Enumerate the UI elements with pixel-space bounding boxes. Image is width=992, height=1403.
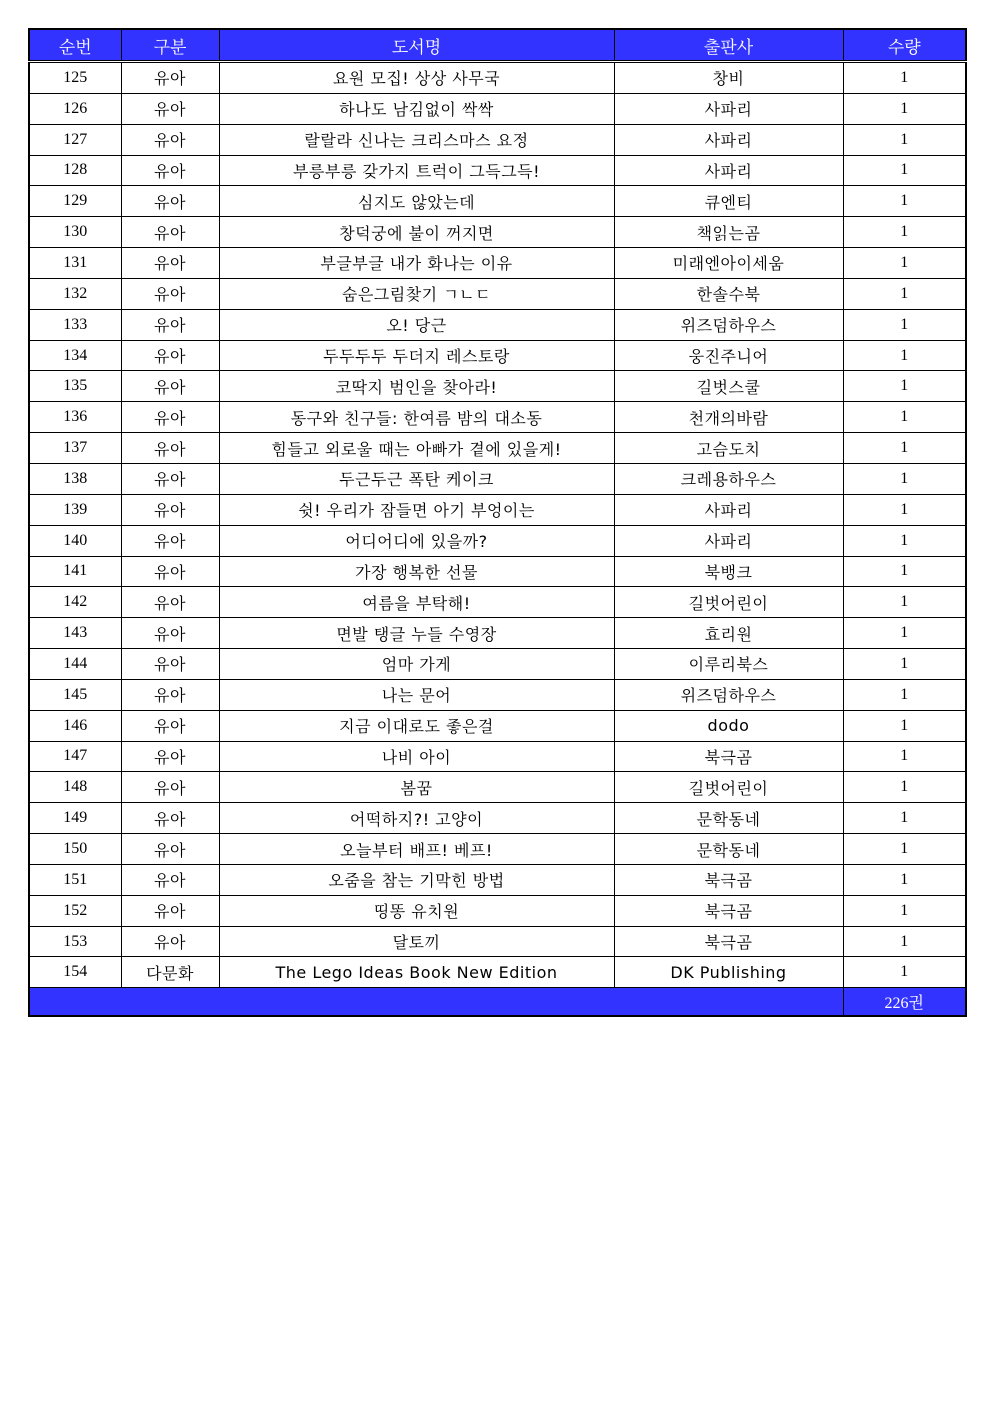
table-row — [29, 494, 966, 525]
cell-title: 코딱지 범인을 찾아라! — [219, 371, 614, 402]
table-row — [29, 278, 966, 309]
cell-no: 146 — [29, 710, 121, 741]
table-row — [29, 772, 966, 803]
cell-no: 138 — [29, 463, 121, 494]
cell-title: 동구와 친구들: 한여름 밤의 대소동 — [219, 402, 614, 433]
cell-category: 유아 — [121, 494, 219, 525]
header-category: 구분 — [121, 29, 219, 62]
cell-qty: 1 — [843, 278, 966, 309]
cell-no: 141 — [29, 556, 121, 587]
cell-qty: 1 — [843, 217, 966, 248]
cell-category: 다문화 — [121, 957, 219, 988]
cell-qty: 1 — [843, 463, 966, 494]
cell-no: 143 — [29, 618, 121, 649]
header-qty: 수량 — [843, 29, 966, 62]
cell-category: 유아 — [121, 402, 219, 433]
cell-title: 힘들고 외로울 때는 아빠가 곁에 있을게! — [219, 433, 614, 464]
cell-no: 134 — [29, 340, 121, 371]
cell-title: 여름을 부탁해! — [219, 587, 614, 618]
cell-title: 두근두근 폭탄 케이크 — [219, 463, 614, 494]
table-body — [29, 62, 966, 988]
cell-publisher: 미래엔아이세움 — [614, 248, 843, 279]
cell-qty: 1 — [843, 433, 966, 464]
cell-publisher: 크레용하우스 — [614, 463, 843, 494]
cell-publisher: 효리원 — [614, 618, 843, 649]
cell-qty: 1 — [843, 772, 966, 803]
table-row — [29, 463, 966, 494]
book-list-sheet — [28, 28, 965, 1017]
cell-publisher: 고슴도치 — [614, 433, 843, 464]
table-row — [29, 649, 966, 680]
cell-no: 148 — [29, 772, 121, 803]
cell-publisher: 북극곰 — [614, 864, 843, 895]
cell-category: 유아 — [121, 186, 219, 217]
cell-qty: 1 — [843, 186, 966, 217]
cell-category: 유아 — [121, 803, 219, 834]
cell-publisher: 위즈덤하우스 — [614, 679, 843, 710]
cell-no: 139 — [29, 494, 121, 525]
cell-category: 유아 — [121, 278, 219, 309]
cell-title: 띵똥 유치원 — [219, 895, 614, 926]
cell-publisher: 사파리 — [614, 494, 843, 525]
cell-publisher: 위즈덤하우스 — [614, 309, 843, 340]
total-row — [29, 988, 966, 1017]
table-row — [29, 217, 966, 248]
cell-no: 130 — [29, 217, 121, 248]
table-row — [29, 62, 966, 94]
cell-no: 147 — [29, 741, 121, 772]
table-row — [29, 433, 966, 464]
cell-qty: 1 — [843, 309, 966, 340]
cell-category: 유아 — [121, 679, 219, 710]
cell-no: 129 — [29, 186, 121, 217]
cell-qty: 1 — [843, 93, 966, 124]
cell-title: 쉿! 우리가 잠들면 아기 부엉이는 — [219, 494, 614, 525]
cell-category: 유아 — [121, 741, 219, 772]
cell-qty: 1 — [843, 155, 966, 186]
cell-publisher: 한솔수북 — [614, 278, 843, 309]
cell-publisher: 큐엔티 — [614, 186, 843, 217]
cell-qty: 1 — [843, 957, 966, 988]
cell-title: 오줌을 참는 기막힌 방법 — [219, 864, 614, 895]
cell-title: 두두두두 두더지 레스토랑 — [219, 340, 614, 371]
cell-qty: 1 — [843, 649, 966, 680]
cell-qty: 1 — [843, 741, 966, 772]
table-row — [29, 525, 966, 556]
cell-qty: 1 — [843, 926, 966, 957]
cell-title: 오! 당근 — [219, 309, 614, 340]
cell-publisher: 창비 — [614, 62, 843, 94]
book-list-table — [28, 28, 967, 1017]
cell-qty: 1 — [843, 124, 966, 155]
table-row — [29, 556, 966, 587]
cell-title: 오늘부터 배프! 베프! — [219, 834, 614, 865]
cell-publisher: 북뱅크 — [614, 556, 843, 587]
cell-category: 유아 — [121, 309, 219, 340]
cell-qty: 1 — [843, 710, 966, 741]
cell-no: 135 — [29, 371, 121, 402]
cell-no: 133 — [29, 309, 121, 340]
cell-category: 유아 — [121, 217, 219, 248]
cell-publisher: 천개의바람 — [614, 402, 843, 433]
header-publisher: 출판사 — [614, 29, 843, 62]
cell-qty: 1 — [843, 62, 966, 94]
cell-publisher: 웅진주니어 — [614, 340, 843, 371]
cell-category: 유아 — [121, 433, 219, 464]
cell-category: 유아 — [121, 93, 219, 124]
cell-publisher: 길벗어린이 — [614, 587, 843, 618]
cell-category: 유아 — [121, 926, 219, 957]
cell-title: 부글부글 내가 화나는 이유 — [219, 248, 614, 279]
cell-no: 151 — [29, 864, 121, 895]
cell-publisher: 문학동네 — [614, 834, 843, 865]
header-no: 순번 — [29, 29, 121, 62]
cell-category: 유아 — [121, 62, 219, 94]
total-quantity: 226권 — [843, 988, 966, 1017]
cell-title: 나는 문어 — [219, 679, 614, 710]
table-row — [29, 155, 966, 186]
cell-category: 유아 — [121, 371, 219, 402]
cell-title: 부릉부릉 갖가지 트럭이 그득그득! — [219, 155, 614, 186]
cell-category: 유아 — [121, 649, 219, 680]
table-footer — [29, 988, 966, 1017]
cell-category: 유아 — [121, 124, 219, 155]
table-row — [29, 309, 966, 340]
table-row — [29, 618, 966, 649]
table-row — [29, 864, 966, 895]
table-row — [29, 124, 966, 155]
cell-publisher: 사파리 — [614, 93, 843, 124]
cell-qty: 1 — [843, 402, 966, 433]
cell-no: 132 — [29, 278, 121, 309]
cell-qty: 1 — [843, 834, 966, 865]
cell-category: 유아 — [121, 834, 219, 865]
table-row — [29, 957, 966, 988]
table-row — [29, 895, 966, 926]
table-row — [29, 371, 966, 402]
cell-publisher: 북극곰 — [614, 926, 843, 957]
cell-qty: 1 — [843, 248, 966, 279]
cell-title: 어떡하지?! 고양이 — [219, 803, 614, 834]
cell-no: 128 — [29, 155, 121, 186]
table-row — [29, 834, 966, 865]
cell-qty: 1 — [843, 371, 966, 402]
cell-category: 유아 — [121, 710, 219, 741]
cell-no: 152 — [29, 895, 121, 926]
cell-no: 150 — [29, 834, 121, 865]
cell-no: 154 — [29, 957, 121, 988]
cell-qty: 1 — [843, 587, 966, 618]
cell-category: 유아 — [121, 463, 219, 494]
cell-publisher: 북극곰 — [614, 895, 843, 926]
table-header — [29, 29, 966, 62]
cell-no: 153 — [29, 926, 121, 957]
cell-category: 유아 — [121, 155, 219, 186]
cell-category: 유아 — [121, 556, 219, 587]
table-row — [29, 248, 966, 279]
cell-title: 면발 탱글 누들 수영장 — [219, 618, 614, 649]
cell-publisher: 문학동네 — [614, 803, 843, 834]
cell-category: 유아 — [121, 525, 219, 556]
table-row — [29, 340, 966, 371]
cell-qty: 1 — [843, 803, 966, 834]
cell-publisher: 사파리 — [614, 124, 843, 155]
cell-no: 140 — [29, 525, 121, 556]
cell-title: 나비 아이 — [219, 741, 614, 772]
cell-qty: 1 — [843, 864, 966, 895]
cell-title: 달토끼 — [219, 926, 614, 957]
cell-publisher: 사파리 — [614, 525, 843, 556]
cell-no: 125 — [29, 62, 121, 94]
table-row — [29, 186, 966, 217]
table-row — [29, 402, 966, 433]
cell-no: 145 — [29, 679, 121, 710]
cell-no: 149 — [29, 803, 121, 834]
total-row-blank — [29, 988, 843, 1017]
cell-title: 하나도 남김없이 싹싹 — [219, 93, 614, 124]
cell-category: 유아 — [121, 864, 219, 895]
cell-category: 유아 — [121, 587, 219, 618]
cell-title: The Lego Ideas Book New Edition — [219, 957, 614, 988]
cell-publisher: 길벗스쿨 — [614, 371, 843, 402]
cell-title: 봄꿈 — [219, 772, 614, 803]
cell-publisher: 사파리 — [614, 155, 843, 186]
cell-title: 엄마 가게 — [219, 649, 614, 680]
cell-no: 126 — [29, 93, 121, 124]
cell-no: 136 — [29, 402, 121, 433]
cell-qty: 1 — [843, 679, 966, 710]
cell-title: 랄랄라 신나는 크리스마스 요정 — [219, 124, 614, 155]
cell-no: 144 — [29, 649, 121, 680]
cell-category: 유아 — [121, 618, 219, 649]
cell-qty: 1 — [843, 494, 966, 525]
table-row — [29, 93, 966, 124]
cell-publisher: 이루리북스 — [614, 649, 843, 680]
cell-title: 요원 모집! 상상 사무국 — [219, 62, 614, 94]
cell-title: 숨은그림찾기 ㄱㄴㄷ — [219, 278, 614, 309]
cell-category: 유아 — [121, 772, 219, 803]
cell-title: 가장 행복한 선물 — [219, 556, 614, 587]
cell-no: 137 — [29, 433, 121, 464]
cell-publisher: 길벗어린이 — [614, 772, 843, 803]
table-row — [29, 803, 966, 834]
cell-no: 131 — [29, 248, 121, 279]
header-row — [29, 29, 966, 62]
cell-qty: 1 — [843, 340, 966, 371]
cell-category: 유아 — [121, 248, 219, 279]
cell-title: 심지도 않았는데 — [219, 186, 614, 217]
cell-title: 지금 이대로도 좋은걸 — [219, 710, 614, 741]
header-title: 도서명 — [219, 29, 614, 62]
cell-title: 어디어디에 있을까? — [219, 525, 614, 556]
table-row — [29, 679, 966, 710]
cell-qty: 1 — [843, 525, 966, 556]
cell-publisher: dodo — [614, 710, 843, 741]
table-row — [29, 926, 966, 957]
cell-no: 142 — [29, 587, 121, 618]
cell-qty: 1 — [843, 895, 966, 926]
cell-publisher: DK Publishing — [614, 957, 843, 988]
cell-category: 유아 — [121, 340, 219, 371]
cell-qty: 1 — [843, 618, 966, 649]
cell-no: 127 — [29, 124, 121, 155]
table-row — [29, 587, 966, 618]
cell-category: 유아 — [121, 895, 219, 926]
cell-publisher: 북극곰 — [614, 741, 843, 772]
cell-publisher: 책읽는곰 — [614, 217, 843, 248]
cell-qty: 1 — [843, 556, 966, 587]
table-row — [29, 710, 966, 741]
cell-title: 창덕궁에 불이 꺼지면 — [219, 217, 614, 248]
table-row — [29, 741, 966, 772]
